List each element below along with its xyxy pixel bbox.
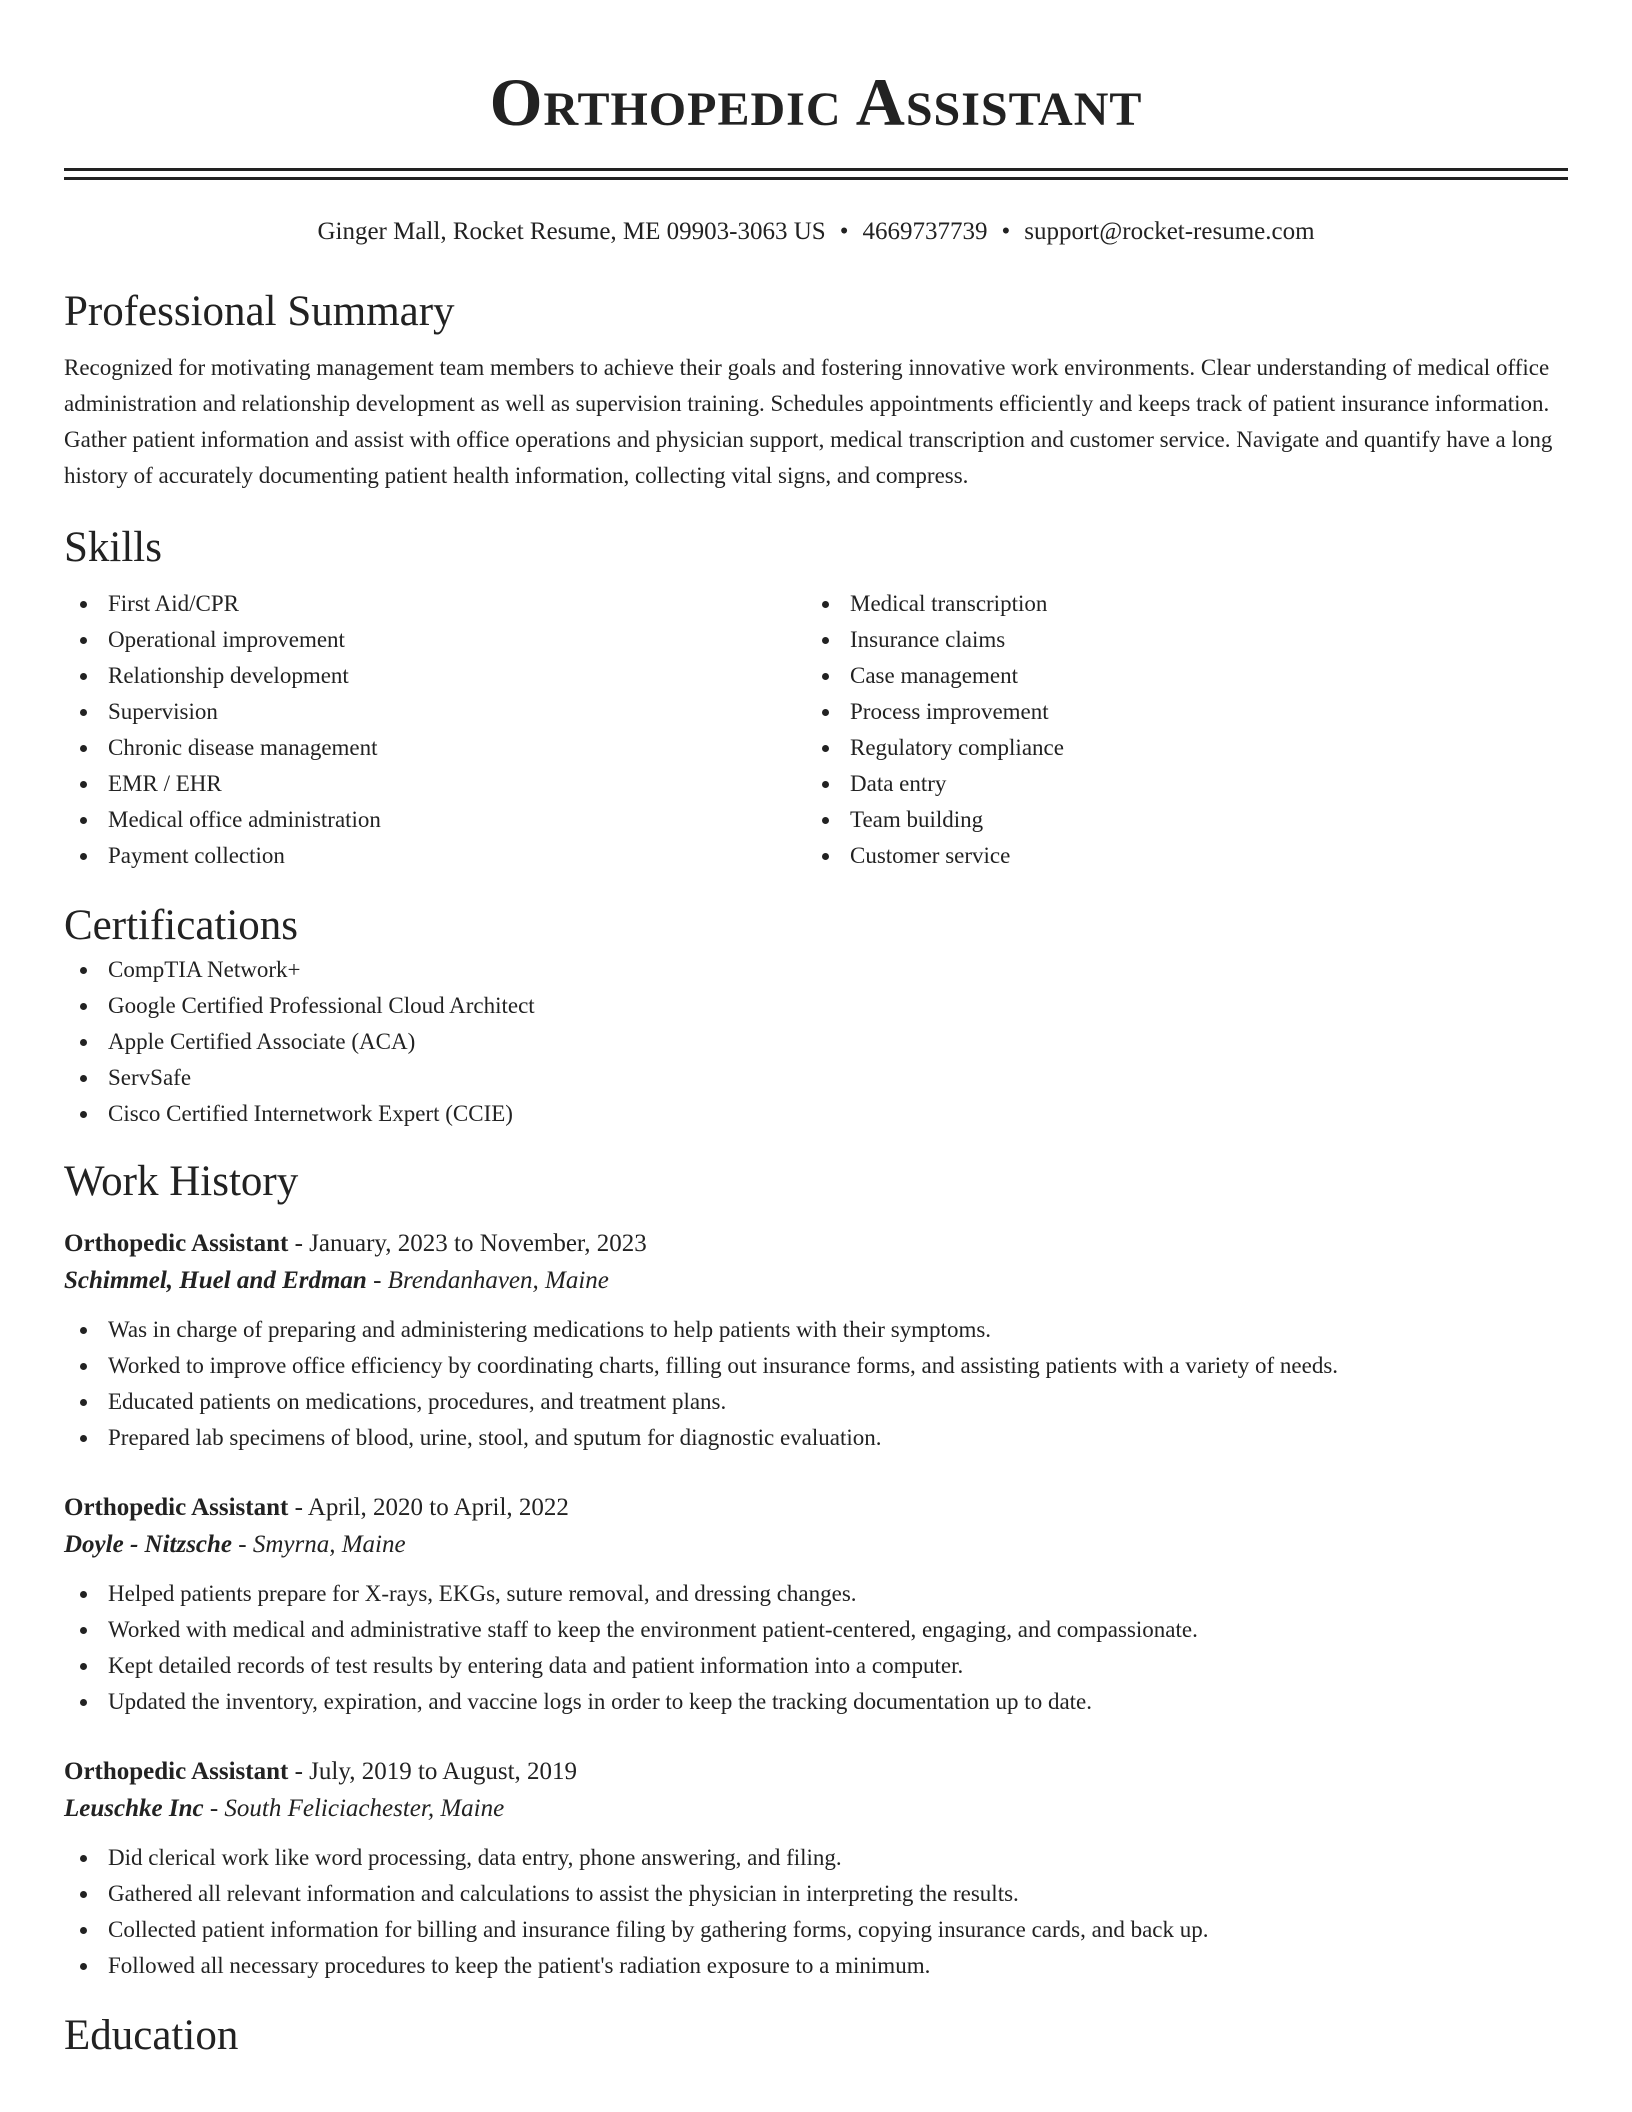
skill-item: Supervision xyxy=(64,694,806,730)
certifications-section xyxy=(64,900,1568,1132)
job-company-line xyxy=(64,1262,1568,1300)
education-heading: Education xyxy=(64,2012,239,2059)
job-duties-list xyxy=(64,1312,1568,1456)
job-duty: Collected patient information for billing and insurance filing by gathering forms, copying insurance cards, and back up. xyxy=(64,1912,1568,1948)
resume-page xyxy=(64,0,1568,2062)
job-duty: Prepared lab specimens of blood, urine, stool, and sputum for diagnostic evaluation. xyxy=(64,1420,1568,1456)
job-duties-list xyxy=(64,1840,1568,1984)
certifications-list xyxy=(64,952,1568,1132)
contact-line xyxy=(64,216,1568,248)
certification-item: ServSafe xyxy=(64,1060,1568,1096)
skill-item: Customer service xyxy=(806,838,1548,874)
skills-list-right xyxy=(806,586,1548,874)
job-duty: Updated the inventory, expiration, and vaccine logs in order to keep the tracking documentation up to date. xyxy=(64,1684,1568,1720)
contact-email: support@rocket-resume.com xyxy=(1024,218,1315,245)
job-title-line xyxy=(64,1226,1568,1262)
skill-item: Insurance claims xyxy=(806,622,1548,658)
work-history-heading: Work History xyxy=(64,1158,299,1205)
contact-separator: • xyxy=(839,218,849,245)
skill-item: Payment collection xyxy=(64,838,806,874)
skill-item: Process improvement xyxy=(806,694,1548,730)
skill-item: Medical transcription xyxy=(806,586,1548,622)
skill-item: Regulatory compliance xyxy=(806,730,1548,766)
skill-item: First Aid/CPR xyxy=(64,586,806,622)
certification-item: Cisco Certified Internetwork Expert (CCIE) xyxy=(64,1096,1568,1132)
skills-heading: Skills xyxy=(64,524,162,571)
job-duty: Gathered all relevant information and calculations to assist the physician in interpreting the results. xyxy=(64,1876,1568,1912)
job-entry xyxy=(64,1226,1568,1456)
job-location: - South Feliciachester, Maine xyxy=(203,1795,505,1822)
job-entry xyxy=(64,1754,1568,1984)
job-title-line xyxy=(64,1490,1568,1526)
contact-separator: • xyxy=(1001,218,1011,245)
skill-item: Operational improvement xyxy=(64,622,806,658)
job-dates: - April, 2020 to April, 2022 xyxy=(288,1494,569,1521)
job-title-line xyxy=(64,1754,1568,1790)
title-divider-top xyxy=(64,168,1568,171)
skills-columns xyxy=(64,586,1568,874)
job-duty: Worked with medical and administrative staff to keep the environment patient-centered, engaging, and compassionate. xyxy=(64,1612,1568,1648)
summary-section xyxy=(64,286,1568,494)
contact-address: Ginger Mall, Rocket Resume, ME 09903-3063 US xyxy=(317,218,826,245)
job-location: - Brendanhaven, Maine xyxy=(366,1267,609,1294)
resume-title: Orthopedic Assistant xyxy=(489,64,1143,140)
skill-item: Chronic disease management xyxy=(64,730,806,766)
summary-heading: Professional Summary xyxy=(64,288,455,335)
skill-item: Data entry xyxy=(806,766,1548,802)
job-duty: Helped patients prepare for X-rays, EKGs, suture removal, and dressing changes. xyxy=(64,1576,1568,1612)
job-entry xyxy=(64,1490,1568,1720)
skills-column-left xyxy=(64,586,806,874)
job-duty: Kept detailed records of test results by entering data and patient information into a computer. xyxy=(64,1648,1568,1684)
certifications-heading: Certifications xyxy=(64,902,299,949)
title-divider-bottom xyxy=(64,177,1568,180)
contact-phone: 4669737739 xyxy=(862,218,988,245)
job-duty: Educated patients on medications, procedures, and treatment plans. xyxy=(64,1384,1568,1420)
work-history-section xyxy=(64,1156,1568,1984)
certification-item: CompTIA Network+ xyxy=(64,952,1568,988)
education-section xyxy=(64,2010,1568,2062)
job-title: Orthopedic Assistant xyxy=(64,1230,289,1257)
skill-item: Relationship development xyxy=(64,658,806,694)
skills-list-left xyxy=(64,586,806,874)
job-duty: Did clerical work like word processing, data entry, phone answering, and filing. xyxy=(64,1840,1568,1876)
job-company: Schimmel, Huel and Erdman xyxy=(64,1267,367,1294)
job-location: - Smyrna, Maine xyxy=(232,1531,406,1558)
certification-item: Apple Certified Associate (ACA) xyxy=(64,1024,1568,1060)
job-dates: - July, 2019 to August, 2019 xyxy=(288,1758,578,1785)
job-duty: Followed all necessary procedures to keep the patient's radiation exposure to a minimum. xyxy=(64,1948,1568,1984)
summary-text: Recognized for motivating management team members to achieve their goals and fostering innovative work environments. Clear understanding of medical office administration and relationship development as well as supervision training. Schedules appointments efficiently and keeps track of patient insurance information. Gather patient information and assist with office operations and physician support, medical transcription and customer service. Navigate and quantify have a long history of accurately documenting patient health information, collecting vital signs, and compress. xyxy=(64,355,1553,488)
skills-section xyxy=(64,522,1568,874)
job-duty: Worked to improve office efficiency by coordinating charts, filling out insurance forms, and assisting patients with a variety of needs. xyxy=(64,1348,1568,1384)
skill-item: Team building xyxy=(806,802,1548,838)
job-dates: - January, 2023 to November, 2023 xyxy=(288,1230,647,1257)
job-duties-list xyxy=(64,1576,1568,1720)
job-company: Leuschke Inc xyxy=(64,1795,204,1822)
skill-item: EMR / EHR xyxy=(64,766,806,802)
job-title: Orthopedic Assistant xyxy=(64,1494,289,1521)
job-company-line xyxy=(64,1526,1568,1564)
job-company-line xyxy=(64,1790,1568,1828)
job-company: Doyle - Nitzsche xyxy=(64,1531,233,1558)
certification-item: Google Certified Professional Cloud Architect xyxy=(64,988,1568,1024)
skill-item: Medical office administration xyxy=(64,802,806,838)
job-duty: Was in charge of preparing and administering medications to help patients with their symptoms. xyxy=(64,1312,1568,1348)
skill-item: Case management xyxy=(806,658,1548,694)
job-title: Orthopedic Assistant xyxy=(64,1758,289,1785)
skills-column-right xyxy=(806,586,1548,874)
